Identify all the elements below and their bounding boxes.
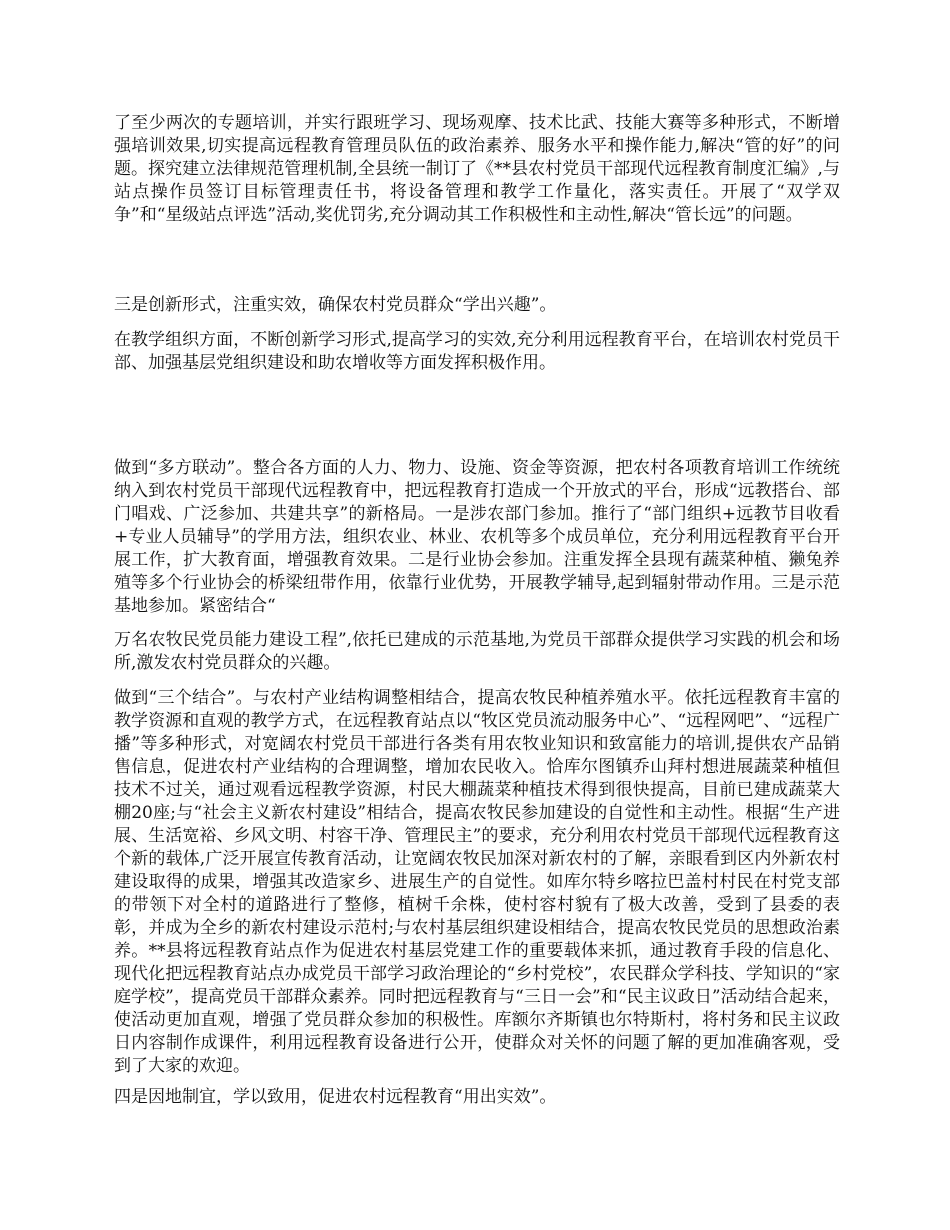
paragraph-heading-three: 三是创新形式，注重实效，确保农村党员群众“学出兴趣”。	[114, 295, 557, 315]
paragraph-teaching-organization: 在教学组织方面，不断创新学习形式,提高学习的实效,充分利用远程教育平台，在培训农村党员干部、加强基层党组织建设和助农增收等方面发挥积极作用。	[114, 330, 840, 373]
paragraph-three-combinations: 做到“三个结合”。与农村产业结构调整相结合，提高农牧民种植养殖水平。依托远程教育丰富的教学资源和直观的教学方式，在远程教育站点以“牧区党员流动服务中心”、“远程网吧”、“远程广播”等多种形式，对宽阔农村党员干部进行各类有用农牧业知识和致富能力的培训,提供农产品销售信息，促进农村产业结构的合理调整，增加农民收入。恰库尔图镇乔山拜村想进展蔬菜种植但技术不过关，通过观看远程教学资源，村民大棚蔬菜种植技术得到很快提高，目前已建成蔬菜大棚20座;与“社会主义新农村建设”相结合，提高农牧民参加建设的自觉性和主动性。根据“生产进展、生活宽裕、乡风文明、村容干净、管理民主”的要求，充分利用农村党员干部现代远程教育这个新的载体,广泛开展宣传教育活动，让宽阔农牧民加深对新农村的了解，亲眼看到区内外新农村建设取得的成果，增强其改造家乡、进展生产的自觉性。如库尔特乡喀拉巴盖村村民在村党支部的带领下对全村的道路进行了整修，植树千余株，使村容村貌有了极大改善，受到了县委的表彰，并成为全乡的新农村建设示范村;与农村基层组织建设相结合，提高农牧民党员的思想政治素养。**县将远程教育站点作为促进农村基层党建工作的重要载体来抓，通过教育手段的信息化、现代化把远程教育站点办成党员干部学习政治理论的“乡村党校”，农民群众学科技、学知识的“家庭学校”，提高党员干部群众素养。同时把远程教育与“三日一会”和“民主议政日”活动结合起来，使活动更加直观，增强了党员群众参加的积极性。库额尔齐斯镇也尔特斯村，将村务和民主议政日内容制作成课件，利用远程教育设备进行公开，使群众对关怀的问题了解的更加准确客观，受到了大家的欢迎。	[114, 688, 840, 1076]
paragraph-multi-linkage: 做到“多方联动”。整合各方面的人力、物力、设施、资金等资源，把农村各项教育培训工作统统纳入到农村党员干部现代远程教育中，把远程教育打造成一个开放式的平台，形成“远教搭台、部门唱戏、广泛参加、共建共享”的新格局。一是涉农部门参加。推行了“部门组织+远教节目收看+专业人员辅导”的学用方法，组织农业、林业、农机等多个成员单位，充分利用远程教育平台开展工作，扩大教育面，增强教育效果。二是行业协会参加。注重发挥全县现有蔬菜种植、獭兔养殖等多个行业协会的桥梁纽带作用，依靠行业优势，开展教学辅导,起到辐射带动作用。三是示范基地参加。紧密结合“	[114, 458, 840, 616]
paragraph-heading-four: 四是因地制宜，学以致用，促进农村远程教育“用出实效”。	[114, 1087, 557, 1107]
paragraph-demonstration-base: 万名农牧民党员能力建设工程”,依托已建成的示范基地,为党员干部群众提供学习实践的机会和场所,激发农村党员群众的兴趣。	[114, 630, 840, 673]
paragraph-training: 了至少两次的专题培训，并实行跟班学习、现场观摩、技术比武、技能大赛等多种形式，不断增强培训效果,切实提高远程教育管理员队伍的政治素养、服务水平和操作能力,解决“管的好”的问题。探究建立法律规范管理机制,全县统一制订了《**县农村党员干部现代远程教育制度汇编》,与站点操作员签订目标管理责任书，将设备管理和教学工作量化，落实责任。开展了“双学双争”和“星级站点评选”活动,奖优罚劣,充分调动其工作积极性和主动性,解决“管长远”的问题。	[114, 113, 840, 225]
